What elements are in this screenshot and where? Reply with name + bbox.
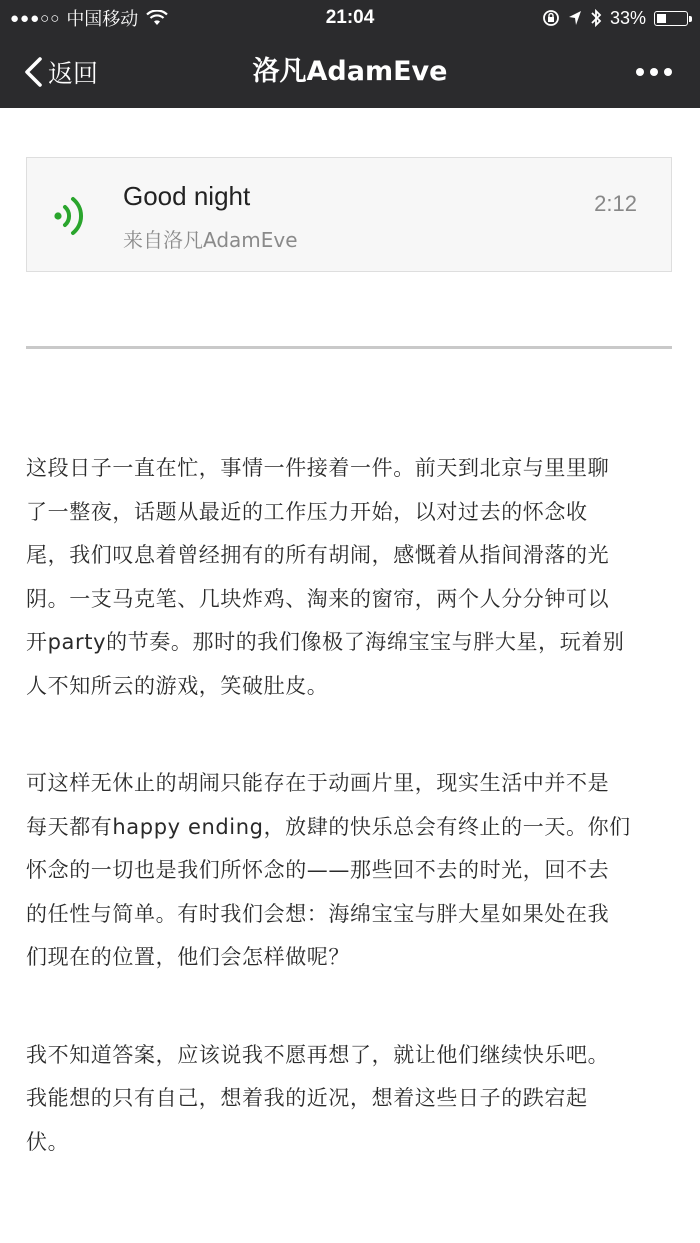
voice-wave-icon: [53, 195, 91, 237]
battery-level: [657, 14, 666, 23]
text-line: 人不知所云的游戏，笑破肚皮。: [26, 673, 329, 698]
paragraph: [26, 762, 676, 980]
nav-bar: [0, 36, 700, 108]
battery-percent: 33%: [609, 7, 646, 28]
lock-rotation-icon: [542, 9, 560, 27]
text-line: 我能想的只有自己，想着我的近况，想着这些日子的跌宕起: [26, 1086, 588, 1110]
paragraph: [26, 447, 676, 708]
text-line: 怀念的一切也是我们所怀念的——那些回不去的时光，回不去: [26, 858, 610, 882]
text-line: 开party的节奏。那时的我们像极了海绵宝宝与胖大星，玩着别: [26, 630, 625, 654]
battery-icon: [654, 11, 688, 26]
text-line: 的任性与简单。有时我们会想：海绵宝宝与胖大星如果处在我: [26, 901, 610, 926]
voice-duration: 2:12: [594, 191, 637, 216]
article-body: [26, 447, 676, 1218]
back-label: 返回: [48, 59, 99, 88]
signal-strength: ●●●○○: [10, 9, 61, 27]
section-divider: [26, 346, 672, 349]
status-time: 21:04: [325, 7, 375, 28]
more-dots-icon: [636, 68, 644, 76]
text-line: 可这样无休止的胡闹只能存在于动画片里，现实生活中并不是: [26, 771, 610, 795]
location-icon: [568, 10, 582, 26]
voice-source: 来自洛凡AdamEve: [123, 228, 298, 252]
more-dots-icon: [650, 68, 658, 76]
page-title: 洛凡AdamEve: [252, 56, 448, 87]
status-right: [542, 0, 688, 36]
text-line: 阴。一支马克笔、几块炸鸡、淘来的窗帘，两个人分分钟可以: [26, 586, 610, 611]
voice-message-card[interactable]: [26, 157, 672, 272]
back-button[interactable]: [22, 36, 98, 108]
text-line: 了一整夜，话题从最近的工作压力开始，以对过去的怀念收: [26, 499, 588, 524]
text-line: 们现在的位置，他们会怎样做呢？: [26, 945, 350, 969]
chevron-left-icon: [22, 56, 44, 88]
text-line: 每天都有happy ending，放肆的快乐总会有终止的一天。你们: [26, 814, 631, 839]
bluetooth-icon: [590, 8, 602, 28]
text-line: 我不知道答案，应该说我不愿再想了，就让他们继续快乐吧。: [26, 1042, 610, 1067]
text-line: 这段日子一直在忙，事情一件接着一件。前天到北京与里里聊: [26, 456, 610, 480]
paragraph: [26, 1034, 676, 1165]
text-line: 尾，我们叹息着曾经拥有的所有胡闹，感慨着从指间滑落的光: [26, 543, 610, 567]
status-bar: [0, 0, 700, 36]
more-dots-icon: [664, 68, 672, 76]
voice-title: Good night: [123, 181, 251, 211]
more-button[interactable]: [636, 36, 672, 108]
text-line: 伏。: [26, 1129, 70, 1154]
carrier-name: 中国移动: [66, 9, 139, 29]
